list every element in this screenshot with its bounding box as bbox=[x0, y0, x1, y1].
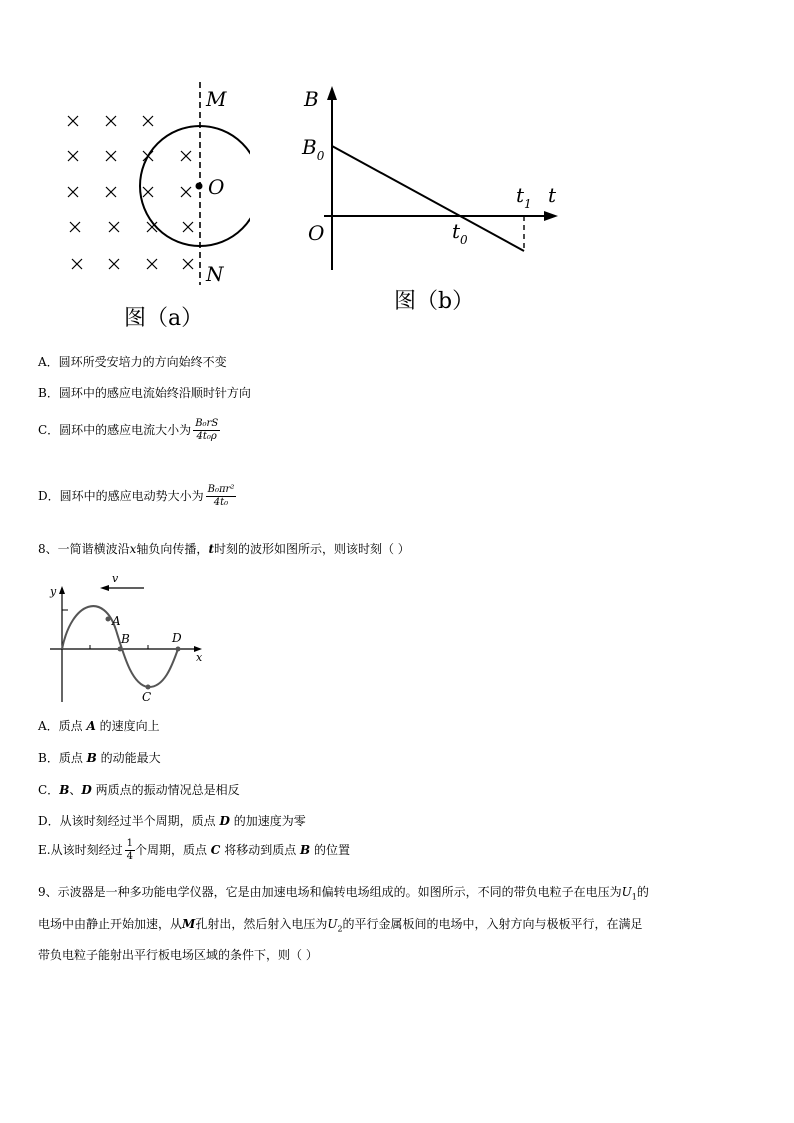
wave-figure bbox=[44, 570, 214, 710]
point-B bbox=[118, 647, 123, 652]
q7-option-d-fraction: $\frac{\text{B₀πr²}}{\text{4t₀}}$ bbox=[207, 484, 235, 508]
q7-option-a: A．圆环所受安培力的方向始终不变 bbox=[38, 355, 227, 369]
q8-option-d: D．从该时刻经过半个周期，质点 D 的加速度为零 bbox=[38, 814, 306, 828]
label-N: N bbox=[206, 262, 224, 286]
figure-b-caption: 图（b） bbox=[394, 289, 475, 314]
point-D bbox=[176, 647, 181, 652]
q7-option-c-text: C．圆环中的感应电流大小为 bbox=[38, 423, 192, 437]
label-B: B bbox=[304, 87, 319, 111]
label-O-b: O bbox=[308, 221, 325, 245]
ring-circle bbox=[140, 126, 250, 246]
q8-option-c: C．B、D 两质点的振动情况总是相反 bbox=[38, 783, 240, 797]
q8-option-e-fraction: $\frac{1}{4}$ bbox=[126, 838, 133, 862]
wave-label-y: y bbox=[50, 585, 57, 598]
label-B0: $B_0$ bbox=[302, 135, 325, 163]
q9-line-3: 带负电粒子能射出平行板电场区域的条件下，则（ ） bbox=[38, 948, 318, 962]
figure-a-caption: 图（a） bbox=[124, 306, 204, 330]
label-t1: $t_1$ bbox=[516, 183, 532, 211]
velocity-arrow-head bbox=[100, 585, 109, 591]
point-C bbox=[146, 685, 151, 690]
q8-option-b: B．质点 B 的动能最大 bbox=[38, 751, 161, 765]
wave-label-A: A bbox=[112, 614, 121, 628]
q7-option-c bbox=[38, 418, 220, 443]
q7-option-d bbox=[38, 484, 236, 509]
wave-y-axis-arrow bbox=[59, 586, 65, 594]
wave-label-B: B bbox=[121, 632, 130, 646]
center-dot bbox=[196, 183, 203, 190]
q8-option-e: E.从该时刻经过 $\frac{1}{4}$ 个周期，质点 C 将移动到质点 B 的位置 bbox=[38, 838, 351, 862]
wave-label-D: D bbox=[172, 631, 182, 645]
q7-option-b: B．圆环中的感应电流始终沿顺时针方向 bbox=[38, 386, 251, 400]
q9-line-2: 电场中由静止开始加速，从M孔射出，然后射入电压为$U_2$的平行金属板间的电场中，入射方向与极板平行，在满足 bbox=[38, 917, 643, 934]
t-axis-arrow bbox=[544, 211, 558, 221]
label-t: t bbox=[548, 183, 557, 207]
figure-a bbox=[60, 80, 250, 330]
label-O: O bbox=[208, 175, 225, 199]
wave-label-C: C bbox=[142, 690, 152, 704]
wave-label-v: v bbox=[112, 572, 119, 585]
wave-label-x: x bbox=[196, 651, 203, 664]
b-t-graph-line bbox=[332, 146, 524, 251]
figure-b bbox=[298, 80, 568, 320]
magnetic-field-crosses bbox=[68, 116, 193, 269]
q7-option-d-text: D．圆环中的感应电动势大小为 bbox=[38, 489, 204, 503]
label-t0: $t_0$ bbox=[452, 219, 468, 247]
q7-option-c-fraction: $\frac{\text{B₀rS}}{\text{4t₀ρ}}$ bbox=[195, 418, 219, 442]
label-M: M bbox=[206, 87, 227, 111]
q8-option-a: A．质点 A 的速度向上 bbox=[38, 719, 160, 733]
b-axis-arrow bbox=[327, 86, 337, 100]
q8-stem: 8、一简谐横波沿x轴负向传播，t时刻的波形如图所示，则该时刻（ ） bbox=[38, 542, 410, 556]
q9-line-1: 9、示波器是一种多功能电学仪器，它是由加速电场和偏转电场组成的。如图所示，不同的带负电粒子在电压为$U_1$的 bbox=[38, 885, 649, 902]
point-A bbox=[106, 617, 111, 622]
